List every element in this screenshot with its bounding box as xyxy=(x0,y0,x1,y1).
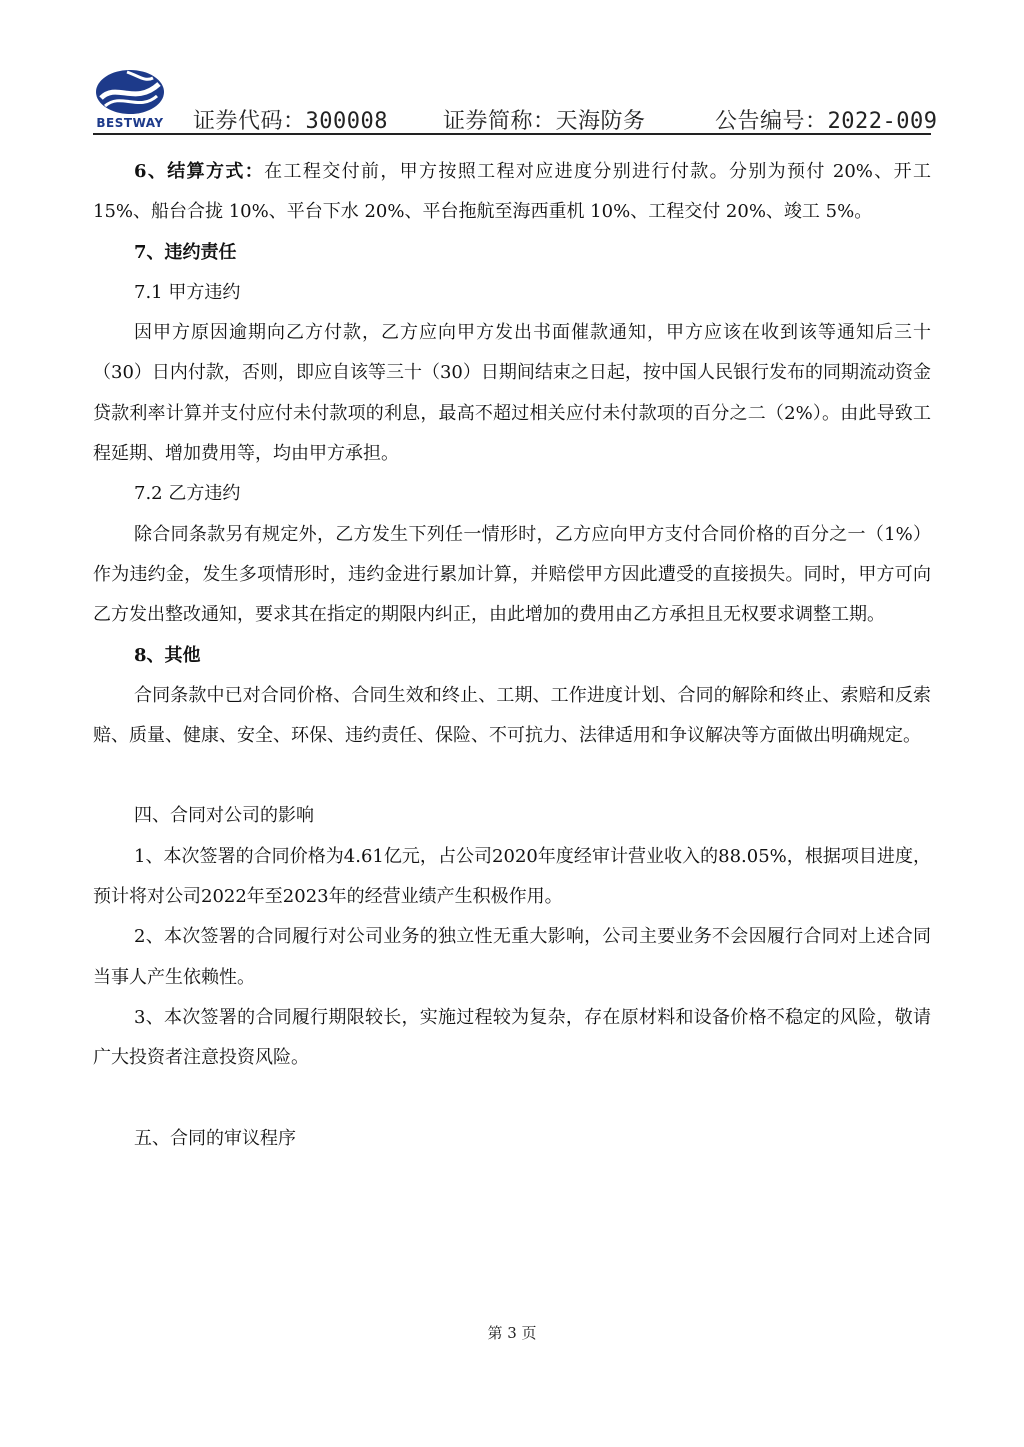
header-divider xyxy=(93,133,931,135)
page-header xyxy=(93,68,938,134)
bestway-logo-icon xyxy=(95,68,165,116)
stock-name: 证券简称：天海防务 xyxy=(443,109,646,134)
spacer xyxy=(93,1079,931,1119)
section-7-1-title: 7.1 甲方违约 xyxy=(134,281,241,303)
section-6-label: 6、结算方式： xyxy=(134,161,265,182)
section-7-1-text: 因甲方原因逾期向乙方付款，乙方应向甲方发出书面催款通知，甲方应该在收到该等通知后三十（30）日内付款，否则，即应自该等三十（30）日期间结束之日起，按中国人民银行发布的同期流动资金贷款利率计算并支付应付未付款项的利息，最高不超过相关应付未付款项的百分之二（2%）。由此导致工程延期、增加费用等，均由甲方承担。 xyxy=(93,322,931,465)
part-4-title: 四、合同对公司的影响 xyxy=(134,805,314,827)
logo-wordmark: BESTWAY xyxy=(96,116,164,130)
stock-code: 证券代码：300008 xyxy=(193,109,388,134)
spacer xyxy=(93,756,931,796)
section-6-text: 在工程交付前，甲方按照工程对应进度分别进行付款。分别为预付 20%、开工 15%、船台合拢 10%、平台下水 20%、平台拖航至海西重机 10%、工程交付 20%、竣工 5%。 xyxy=(93,161,931,223)
document-body xyxy=(93,152,931,1159)
part-5-title: 五、合同的审议程序 xyxy=(134,1127,296,1149)
part-4-item-3: 3、本次签署的合同履行期限较长，实施过程较为复杂，存在原材料和设备价格不稳定的风险，敬请广大投资者注意投资风险。 xyxy=(93,1006,931,1069)
section-7-2-title: 7.2 乙方违约 xyxy=(134,483,241,505)
page-number: 第 3 页 xyxy=(487,1324,537,1342)
part-4-item-1: 1、本次签署的合同价格为4.61亿元，占公司2020年度经审计营业收入的88.05%，根据项目进度，预计将对公司2022年至2023年的经营业绩产生积极作用。 xyxy=(93,845,931,908)
notice-number: 公告编号：2022-009 xyxy=(715,109,938,134)
section-6-paragraph xyxy=(93,152,931,233)
section-7-2-text: 除合同条款另有规定外，乙方发生下列任一情形时，乙方应向甲方支付合同价格的百分之一（1%）作为违约金，发生多项情形时，违约金进行累加计算，并赔偿甲方因此遭受的直接损失。同时，甲方可向乙方发出整改通知，要求其在指定的期限内纠正，由此增加的费用由乙方承担且无权要求调整工期。 xyxy=(93,523,931,626)
section-7-title: 7、违约责任 xyxy=(134,241,237,263)
section-8-text: 合同条款中已对合同价格、合同生效和终止、工期、工作进度计划、合同的解除和终止、索赔和反索赔、质量、健康、安全、环保、违约责任、保险、不可抗力、法律适用和争议解决等方面做出明确规定。 xyxy=(93,684,931,747)
part-4-item-2: 2、本次签署的合同履行对公司业务的独立性无重大影响，公司主要业务不会因履行合同对上述合同当事人产生依赖性。 xyxy=(93,926,931,988)
company-logo xyxy=(93,68,167,132)
section-8-title: 8、其他 xyxy=(134,644,201,666)
